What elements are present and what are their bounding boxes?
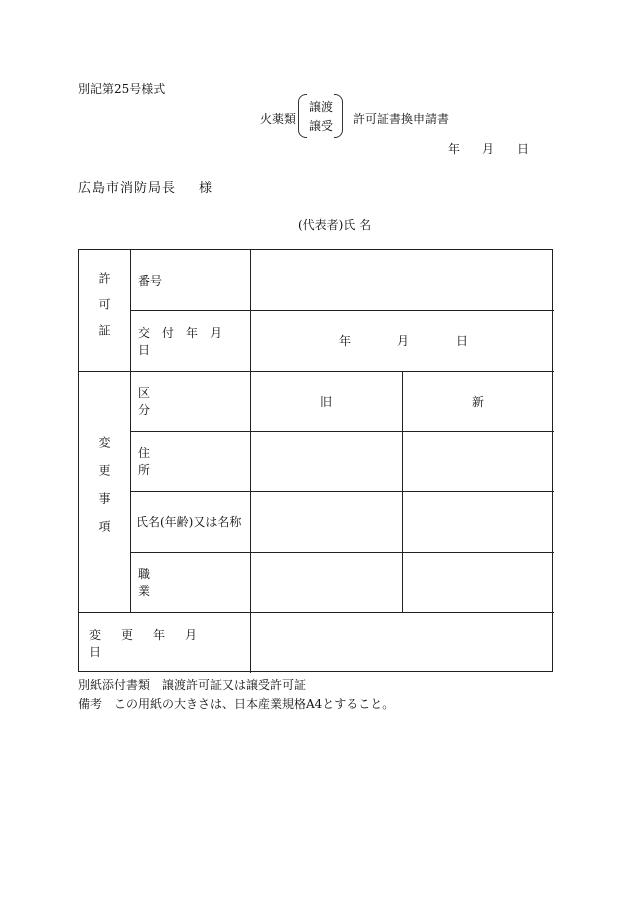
label-char: 番号 (138, 273, 163, 288)
issue-date-month: 月 (397, 334, 410, 348)
issue-date-field[interactable] (250, 310, 554, 371)
occupation-old-field[interactable] (250, 552, 402, 612)
title-option-lower: 譲受 (309, 119, 334, 133)
title-bracket-right (334, 94, 343, 138)
address-text: 住所 (138, 446, 229, 477)
date-year: 年 (448, 142, 461, 156)
division-text: 区分 (138, 386, 229, 417)
form-number: 別記第25号様式 (78, 82, 166, 96)
applicant-name-label: (代表者)氏 名 (298, 218, 372, 232)
name-old-field[interactable] (250, 491, 402, 552)
date-month: 月 (482, 142, 495, 156)
change-group-label (79, 371, 130, 612)
addressee-name: 広島市消防局長 (78, 181, 177, 196)
title-suffix: 許可証書換申請書 (353, 112, 450, 126)
name-new-field[interactable] (402, 491, 554, 552)
permit-group-text: 許可証 (97, 271, 111, 350)
remarks-note: 備考 この用紙の大きさは、日本産業規格A4とすること。 (78, 697, 395, 711)
issue-date-text: 交付年月日 (138, 325, 235, 357)
occupation-label (130, 552, 250, 612)
new-column-header (402, 371, 554, 431)
issue-date-day: 日 (456, 334, 469, 348)
change-group-text: 変更事項 (97, 435, 111, 548)
old-column-header (250, 371, 402, 431)
issue-date-year: 年 (339, 334, 352, 348)
change-date-text: 変更年月日 (89, 627, 218, 659)
address-new-field[interactable] (402, 431, 554, 491)
new-label: 新 (471, 394, 484, 409)
occupation-new-field[interactable] (402, 552, 554, 612)
permit-group-label (79, 250, 130, 371)
name-text: 氏名(年齢)又は名称 (136, 515, 242, 529)
name-label (130, 491, 250, 552)
title-prefix: 火薬類 (260, 112, 297, 126)
date-day: 日 (517, 142, 530, 156)
permit-number-field[interactable] (250, 250, 554, 310)
change-date-field[interactable] (250, 612, 554, 673)
issue-date-label (130, 310, 250, 371)
attachment-note: 別紙添付書類 譲渡許可証又は譲受許可証 (78, 678, 307, 692)
title-option-upper: 譲渡 (309, 100, 334, 114)
division-label (130, 371, 250, 431)
address-label (130, 431, 250, 491)
addressee-honorific: 様 (199, 181, 213, 196)
title-bracket-left (298, 94, 307, 138)
permit-number-label (130, 250, 250, 310)
address-old-field[interactable] (250, 431, 402, 491)
change-date-label (79, 612, 250, 673)
old-label: 旧 (319, 394, 332, 409)
occupation-text: 職業 (138, 567, 229, 598)
change-form-table (78, 249, 553, 672)
